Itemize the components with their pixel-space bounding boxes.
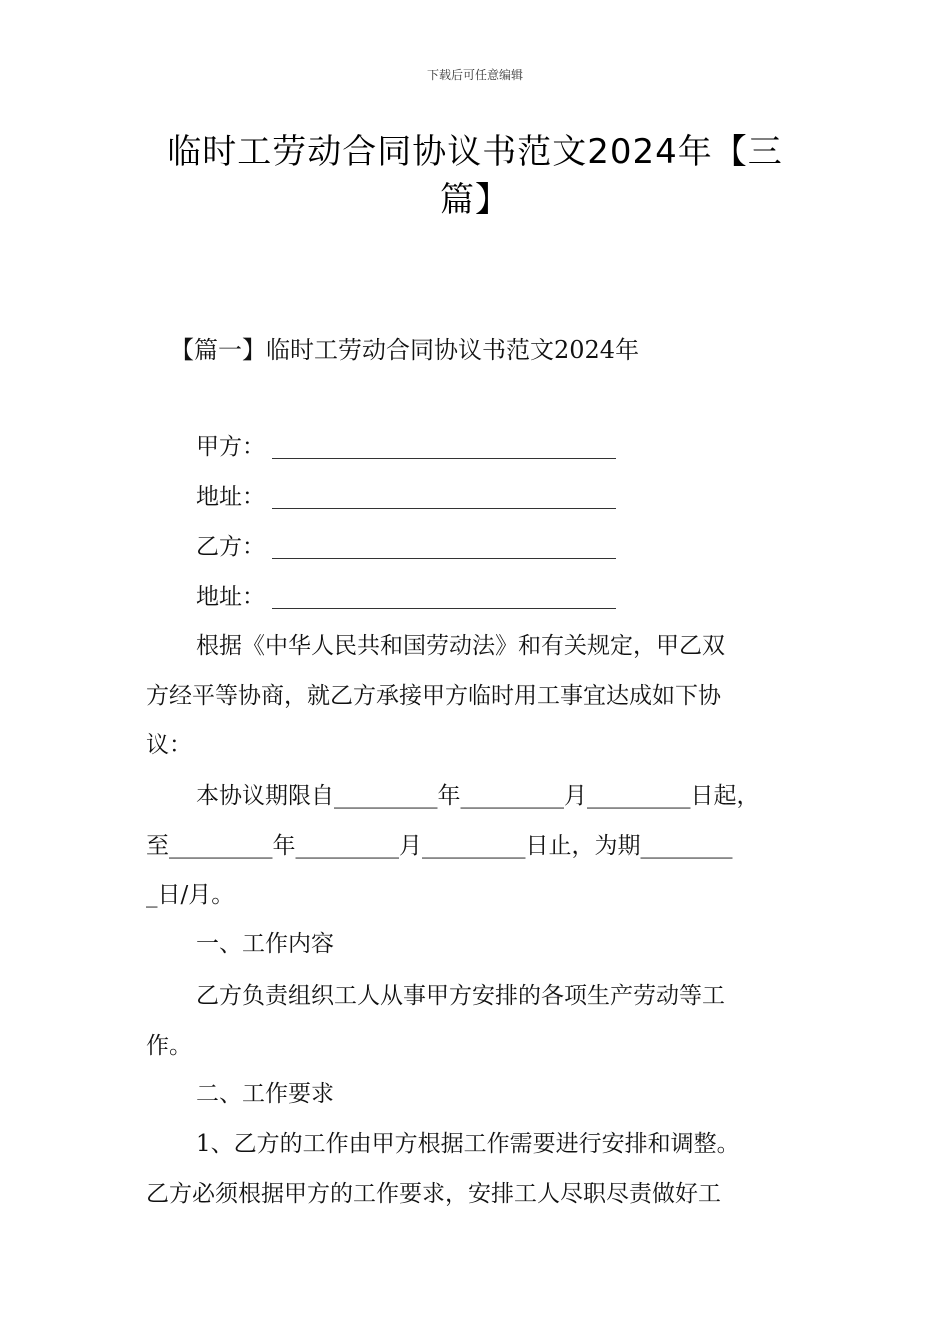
paragraph-line: 作。 xyxy=(146,1032,192,1059)
address-b-blank xyxy=(272,578,616,609)
paragraph-line: 方经平等协商，就乙方承接甲方临时用工事宜达成如下协 xyxy=(146,682,721,709)
party-b-blank xyxy=(272,528,616,559)
field-row-party-a xyxy=(196,428,616,478)
paragraph-line: 乙方负责组织工人从事甲方安排的各项生产劳动等工 xyxy=(196,983,725,1009)
section-work-requirements xyxy=(146,1070,826,1120)
paragraph-work-requirements xyxy=(146,1120,826,1219)
section-heading: 【篇一】临时工劳动合同协议书范文2024年 xyxy=(170,336,640,364)
paragraph-term xyxy=(146,772,826,921)
field-label: 甲方： xyxy=(196,434,265,460)
paragraph-line: 根据《中华人民共和国劳动法》和有关规定，甲乙双 xyxy=(196,633,725,659)
section-title: 一、工作内容 xyxy=(196,931,334,957)
section-title: 二、工作要求 xyxy=(196,1081,334,1107)
paragraph-line: 至_________年_________月_________日止，为期________ xyxy=(146,832,733,859)
party-a-blank xyxy=(272,428,616,459)
section-work-content xyxy=(146,920,826,970)
field-row-party-b xyxy=(196,528,616,578)
party-fields xyxy=(196,428,616,628)
field-label: 地址： xyxy=(196,584,265,610)
paragraph-work-content xyxy=(146,972,826,1071)
address-a-blank xyxy=(272,478,616,509)
header-note: 下载后可任意编辑 xyxy=(426,68,523,82)
paragraph-line: 乙方必须根据甲方的工作要求，安排工人尽职尽责做好工 xyxy=(146,1180,721,1207)
field-row-address-a xyxy=(196,478,616,528)
paragraph-line: 议： xyxy=(146,732,192,758)
paragraph-line: _日/月。 xyxy=(146,882,235,908)
title-line-1: 临时工劳动合同协议书范文2024年【三 xyxy=(167,132,783,172)
paragraph-line: 本协议期限自_________年_________月_________日起， xyxy=(196,783,760,809)
paragraph-line: 1、乙方的工作由甲方根据工作需要进行安排和调整。 xyxy=(196,1131,740,1157)
document-title xyxy=(150,128,800,224)
paragraph-basis xyxy=(146,622,826,771)
field-label: 乙方： xyxy=(196,534,265,560)
field-row-address-b xyxy=(196,578,616,628)
title-line-2: 篇】 xyxy=(440,180,510,220)
field-label: 地址： xyxy=(196,484,265,510)
